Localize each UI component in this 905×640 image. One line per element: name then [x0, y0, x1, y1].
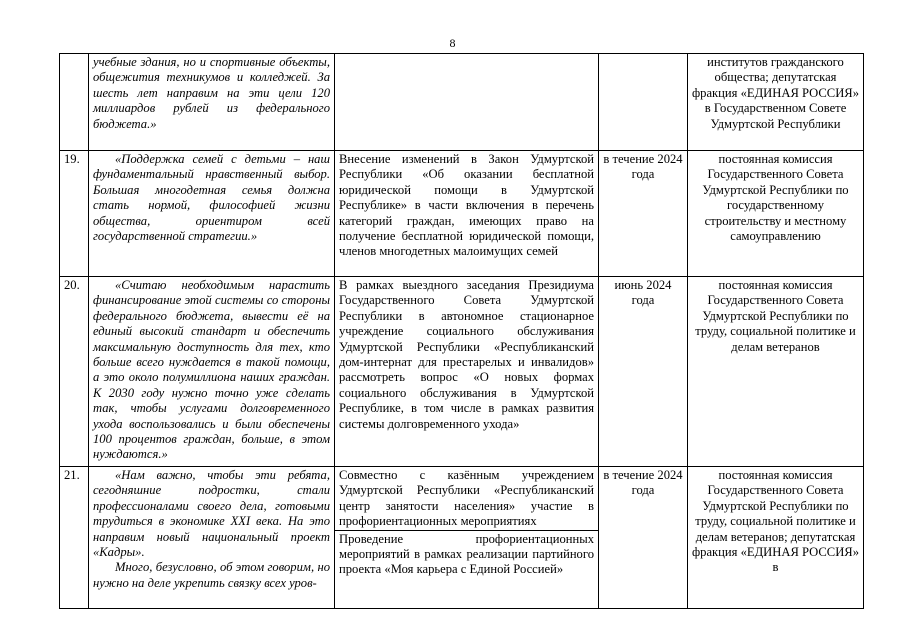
- quote-cell: [89, 467, 335, 609]
- row-number-cell: 21.: [60, 467, 89, 609]
- row-number-cell: 19.: [60, 151, 89, 277]
- term-cell: в течение 2024 года: [599, 467, 688, 609]
- quote-cell: [89, 277, 335, 467]
- responsible-cell: постоянная комиссия Государственного Совета Удмуртской Республики по труду, социальной политике и делам ветеранов: [688, 277, 864, 467]
- term-cell: июнь 2024 года: [599, 277, 688, 467]
- quote-paragraph: «Поддержка семей с детьми – наш фундаментальный нравственный выбор. Большая многодетная семья должна стать нормой, философией жизни общества, ориентиром всей государственной стратегии.»: [93, 152, 330, 244]
- table-row: [60, 54, 864, 151]
- quote-cell: [89, 151, 335, 277]
- term-cell: в течение 2024 года: [599, 151, 688, 277]
- row-number-cell: [60, 54, 89, 151]
- quote-paragraph: Много, безусловно, об этом говорим, но нужно на деле укрепить связку всех уров-: [93, 560, 330, 590]
- event-cell: Внесение изменений в Закон Удмуртской Республики «Об оказании бесплатной юридической помощи в Удмуртской Республике» в части включения в перечень категорий граждан, имеющих право на получение бесплатной юридической помощи, членов многодетных малоимущих семей: [335, 151, 599, 277]
- responsible-cell: постоянная комиссия Государственного Совета Удмуртской Республики по труду, социальной политике и делам ветеранов; депутатская фракция «ЕДИНАЯ РОССИЯ» в: [688, 467, 864, 609]
- table-row: [60, 151, 864, 277]
- page-number: 8: [449, 36, 456, 50]
- quote-paragraph: «Нам важно, чтобы эти ребята, сегодняшние подростки, стали профессионалами своего дела, готовыми трудиться в экономике XXI века. На это направим новый национальный проект «Кадры».: [93, 468, 330, 560]
- term-cell: [599, 54, 688, 151]
- event-item: Совместно с казённым учреждением Удмуртской Республики «Республиканский центр занятости населения» участие в профориентационных мероприятиях: [339, 468, 594, 529]
- responsible-cell: постоянная комиссия Государственного Совета Удмуртской Республики по государственному строительству и местному самоуправлению: [688, 151, 864, 277]
- action-plan-table: [59, 53, 864, 609]
- event-cell: [335, 467, 599, 609]
- quote-cell: [89, 54, 335, 151]
- quote-paragraph: учебные здания, но и спортивные объекты, общежития техникумов и колледжей. За шесть лет направим на эти цели 120 миллиардов рублей из федерального бюджета.»: [93, 55, 330, 131]
- event-cell: [335, 54, 599, 151]
- event-item: Проведение профориентационных мероприятий в рамках реализации партийного проекта «Моя карьера с Единой Россией»: [335, 530, 598, 578]
- table-row: [60, 277, 864, 467]
- table-row: [60, 467, 864, 609]
- responsible-cell: институтов гражданского общества; депутатская фракция «ЕДИНАЯ РОССИЯ» в Государственном Совете Удмуртской Республики: [688, 54, 864, 151]
- quote-paragraph: «Считаю необходимым нарастить финансирование этой системы со стороны федерального бюджета, вывести её на единый высокий стандарт и обеспечить максимальную доступность для тех, кто больше всего нуждается в такой помощи, а это около полумиллиона наших граждан. К 2030 году нужно точно уже сделать так, чтобы услугами долговременного ухода воспользовались и были обеспечены 100 процентов граждан, больше, в этом нуждаются.»: [93, 278, 330, 462]
- row-number-cell: 20.: [60, 277, 89, 467]
- event-cell: В рамках выездного заседания Президиума Государственного Совета Удмуртской Республики в автономное стационарное учреждение социального обслуживания Удмуртской Республики «Республиканский дом-интернат для престарелых и инвалидов» рассмотреть вопрос «О новых формах социального обслуживания в Удмуртской Республике, в том числе в рамках развития системы долговременного ухода»: [335, 277, 599, 467]
